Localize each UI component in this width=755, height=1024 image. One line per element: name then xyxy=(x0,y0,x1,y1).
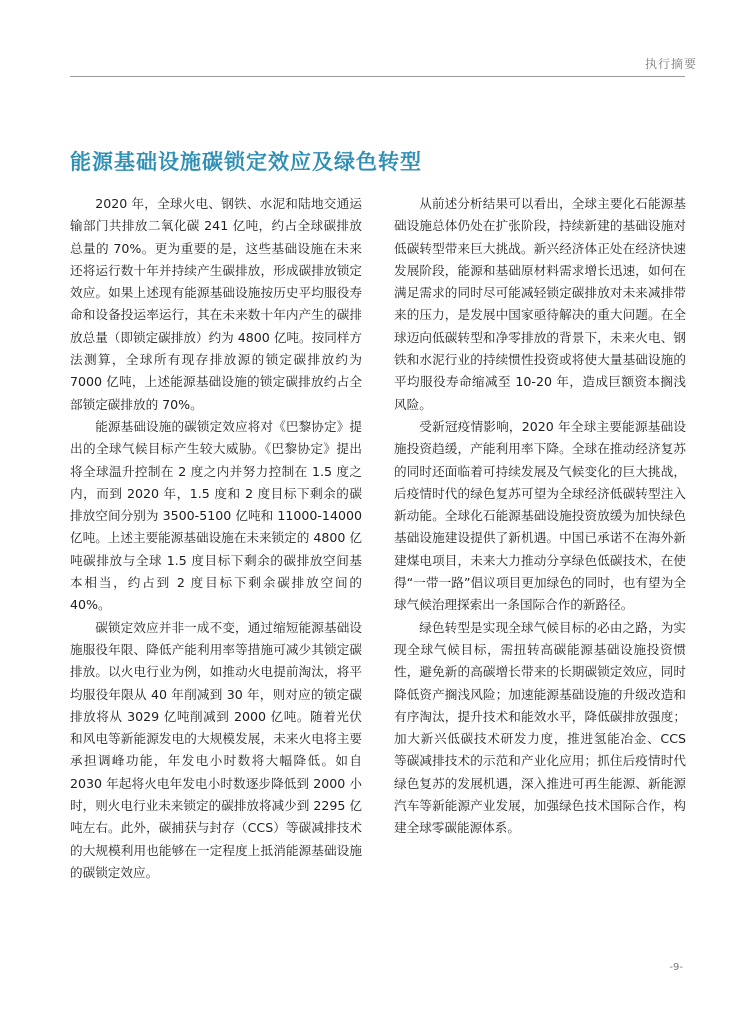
left-column xyxy=(70,193,362,884)
paragraph: 碳锁定效应并非一成不变，通过缩短能源基础设施服役年限、降低产能利用率等措施可减少其锁定碳排放。以火电行业为例，如推动火电提前淘汰，将平均服役年限从 40 年削减到 30 年，则对应的锁定碳排放将从 3029 亿吨削减到 2000 亿吨。随着光伏和风电等新能源发电的大规模发展，未来火电将主要承担调峰功能，年发电小时数将大幅降低。如自 2030 年起将火电年发电小时数逐步降低到 2000 小时，则火电行业未来锁定的碳排放将减少到 2295 亿吨左右。此外，碳捕获与封存（CCS）等碳减排技术的大规模利用也能够在一定程度上抵消能源基础设施的碳锁定效应。 xyxy=(70,619,362,880)
section-label: 执行摘要 xyxy=(644,57,697,71)
paragraph: 2020 年，全球火电、钢铁、水泥和陆地交通运输部门共排放二氧化碳 241 亿吨，约占全球碳排放总量的 70%。更为重要的是，这些基础设施在未来还将运行数十年并持续产生碳排放，形成碳排放锁定效应。如果上述现有能源基础设施按历史平均服役寿命和设备投运率运行，其在未来数十年内产生的碳排放总量（即锁定碳排放）约为 4800 亿吨。按同样方法测算，全球所有现存排放源的锁定碳排放约为 7000 亿吨，上述能源基础设施的锁定碳排放约占全部锁定碳排放的 70%。 xyxy=(70,196,362,412)
right-column xyxy=(394,193,686,840)
page-title: 能源基础设施碳锁定效应及绿色转型 xyxy=(70,150,422,174)
paragraph: 从前述分析结果可以看出，全球主要化石能源基础设施总体仍处在扩张阶段，持续新建的基础设施对低碳转型带来巨大挑战。新兴经济体正处在经济快速发展阶段，能源和基础原材料需求增长迅速，如何在满足需求的同时尽可能减轻锁定碳排放对未来减排带来的压力，是发展中国家亟待解决的重大问题。在全球迈向低碳转型和净零排放的背景下，未来火电、钢铁和水泥行业的持续惯性投资或将使大量基础设施的平均服役寿命缩减至 10-20 年，造成巨额资本搁浅风险。 xyxy=(394,196,686,412)
paragraph: 绿色转型是实现全球气候目标的必由之路，为实现全球气候目标，需扭转高碳能源基础设施投资惯性，避免新的高碳增长带来的长期碳锁定效应，同时降低资产搁浅风险；加速能源基础设施的升级改造和有序淘汰，提升技术和能效水平，降低碳排放强度；加大新兴低碳技术研发力度，推进氢能冶金、CCS 等碳减排技术的示范和产业化应用；抓住后疫情时代绿色复苏的发展机遇，深入推进可再生能源、新能源汽车等新能源产业发展，加强绿色技术国际合作，构建全球零碳能源体系。 xyxy=(394,619,686,836)
paragraph: 受新冠疫情影响，2020 年全球主要能源基础设施投资趋缓，产能利用率下降。全球在推动经济复苏的同时还面临着可持续发展及气候变化的巨大挑战，后疫情时代的绿色复苏可望为全球经济低碳转型注入新动能。全球化石能源基础设施投资放缓为加快绿色基础设施建设提供了新机遇。中国已承诺不在海外新建煤电项目，未来大力推动分享绿色低碳技术，在使得“一带一路”倡议项目更加绿色的同时，也有望为全球气候治理探索出一条国际合作的新路径。 xyxy=(394,418,686,613)
header-divider xyxy=(70,76,685,77)
page-number: -9- xyxy=(669,962,683,973)
paragraph: 能源基础设施的碳锁定效应将对《巴黎协定》提出的全球气候目标产生较大威胁。《巴黎协定》提出将全球温升控制在 2 度之内并努力控制在 1.5 度之内，而到 2020 年，1.5 度和 2 度目标下剩余的碳排放空间分别为 3500-5100 亿吨和 11000-14000 亿吨。上述主要能源基础设施在未来锁定的 4800 亿吨碳排放与全球 1.5 度目标下剩余的碳排放空间基本相当，约占到 2 度目标下剩余碳排放空间的 40%。 xyxy=(70,418,362,613)
